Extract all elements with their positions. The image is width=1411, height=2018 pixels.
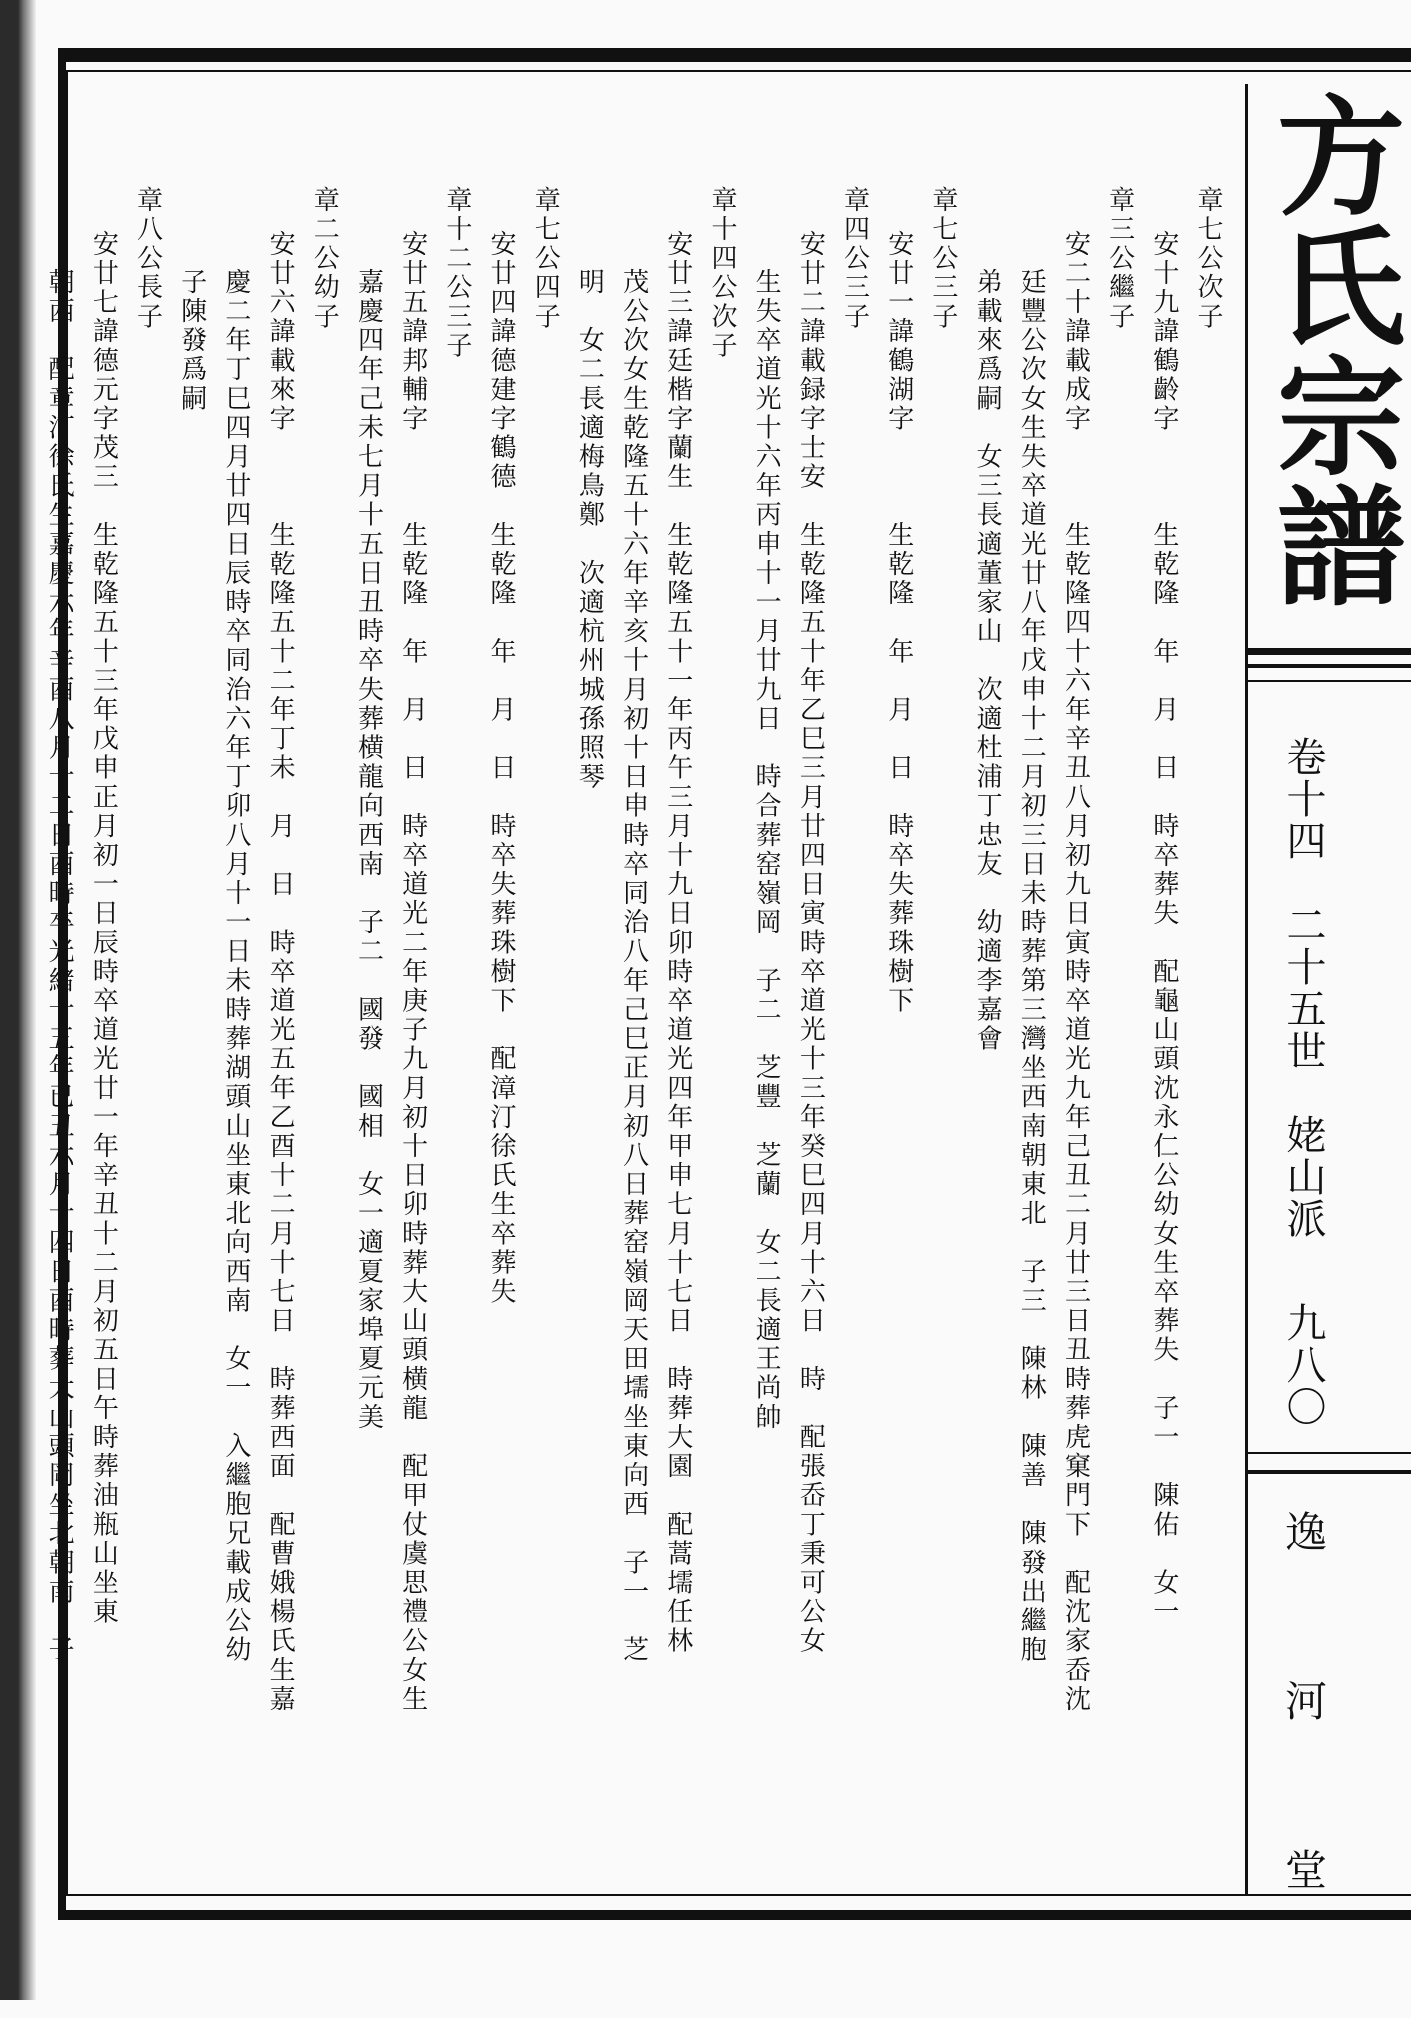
band-rule — [1248, 664, 1411, 668]
entry-continuation: 嘉慶四年己未七月十五日丑時卒失葬横龍向西南 子二 國發 國相 女一適夏家埠夏元美 — [353, 268, 384, 1432]
hall-char: 堂 — [1279, 1848, 1328, 1890]
entry-column: 安廿四諱德建字鶴德 生乾隆 年 月 日 時卒失葬珠樹下 配漳汀徐氏生卒葬失 — [486, 230, 516, 1307]
entry-continuation: 朝西 配章汀徐氏生嘉慶六年辛酉八月十二日酉時卒光緒十五年已丑六月十四日酉時葬大山頭岡坐北朝南 子 — [44, 268, 75, 1665]
book-title: 方氏宗譜 — [1255, 90, 1405, 610]
generation-heading: 章二公幼子 — [309, 186, 340, 332]
band-rule — [1248, 648, 1411, 655]
page-number: 九八〇 — [1280, 1302, 1326, 1428]
entry-column: 安廿七諱德元字茂三 生乾隆五十三年戊申正月初一日辰時卒道光廿一年辛丑十二月初五日午時葬油瓶山坐東 — [88, 230, 119, 1627]
entry-continuation: 子陳發爲嗣 — [176, 268, 207, 414]
hall-char: 河 — [1279, 1679, 1328, 1721]
generation-heading: 章十四公次子 — [706, 186, 737, 361]
volume-label: 卷十四 二十五世 姥山派 — [1280, 736, 1326, 1240]
generation-heading: 章七公次子 — [1193, 186, 1223, 332]
band-rule — [1248, 1470, 1411, 1474]
entry-continuation: 弟載來爲嗣 女三長適董家山 次適杜浦丁忠友 幼適李嘉會 — [972, 268, 1003, 1054]
entry-continuation: 明 女二長適梅鳥鄭 次適杭州城孫照琴 — [574, 268, 605, 792]
entry-continuation: 慶二年丁巳四月廿四日辰時卒同治六年丁卯八月十一日未時葬湖頭山坐東北向西南 女一 入繼胞兄載成公幼 — [220, 268, 251, 1665]
entry-column: 安十九諱鶴齡字 生乾隆 年 月 日 時卒葬失 配龜山頭沈永仁公幼女生卒葬失 子一 陳佑 女一 — [1148, 230, 1179, 1627]
band-rule — [1248, 680, 1411, 682]
generation-heading: 章七公四子 — [530, 186, 561, 332]
entry-column: 安廿三諱廷楷字蘭生 生乾隆五十一年丙午三月十九日卯時卒道光四年甲申七月十七日 時葬大園 配蒿壖任林 — [662, 230, 693, 1656]
entry-continuation: 生失卒道光十六年丙申十一月廿九日 時合葬窑嶺岡 子二 芝豐 芝蘭 女二長適王尚帥 — [751, 268, 782, 1432]
hall-name — [1279, 1510, 1327, 1890]
generation-heading: 章八公長子 — [132, 186, 163, 332]
entry-column: 安廿二諱載録字士安 生乾隆五十年乙巳三月廿四日寅時卒道光十三年癸巳四月十六日 時 配張岙丁秉可公女 — [795, 230, 826, 1656]
entry-column: 安廿一諱鶴湖字 生乾隆 年 月 日 時卒失葬珠樹下 — [883, 230, 914, 1016]
generation-heading: 章十二公三子 — [441, 186, 472, 361]
entry-column: 安廿五諱邦輔字 生乾隆 年 月 日 時卒道光二年庚子九月初十日卯時葬大山頭横龍 配甲仗虞思禮公女生 — [397, 230, 428, 1715]
genealogy-columns — [44, 142, 1230, 1892]
hall-char: 逸 — [1279, 1510, 1328, 1552]
entry-continuation: 廷豐公次女生失卒道光廿八年戊申十二月初三日未時葬第三灣坐西南朝東北 子三 陳林 陳善 陳發出繼胞 — [1016, 268, 1047, 1665]
generation-heading: 章四公三子 — [839, 186, 870, 332]
entry-column: 安二十諱載成字 生乾隆四十六年辛丑八月初九日寅時卒道光九年己丑二月廿三日丑時葬虎窠門下 配沈家岙沈 — [1060, 230, 1091, 1715]
entry-continuation: 茂公次女生乾隆五十六年辛亥十月初十日申時卒同治八年己巳正月初八日葬窑嶺岡天田壖坐東向西 子一 芝 — [618, 268, 649, 1665]
band-rule — [1248, 1452, 1411, 1454]
generation-heading: 章三公繼子 — [1104, 186, 1135, 332]
generation-heading: 章七公三子 — [927, 186, 958, 332]
scan-edge — [0, 0, 36, 2000]
entry-column: 安廿六諱載來字 生乾隆五十二年丁未 月 日 時卒道光五年乙酉十二月十七日 時葬西面 配曹娥楊氏生嘉 — [265, 230, 296, 1715]
